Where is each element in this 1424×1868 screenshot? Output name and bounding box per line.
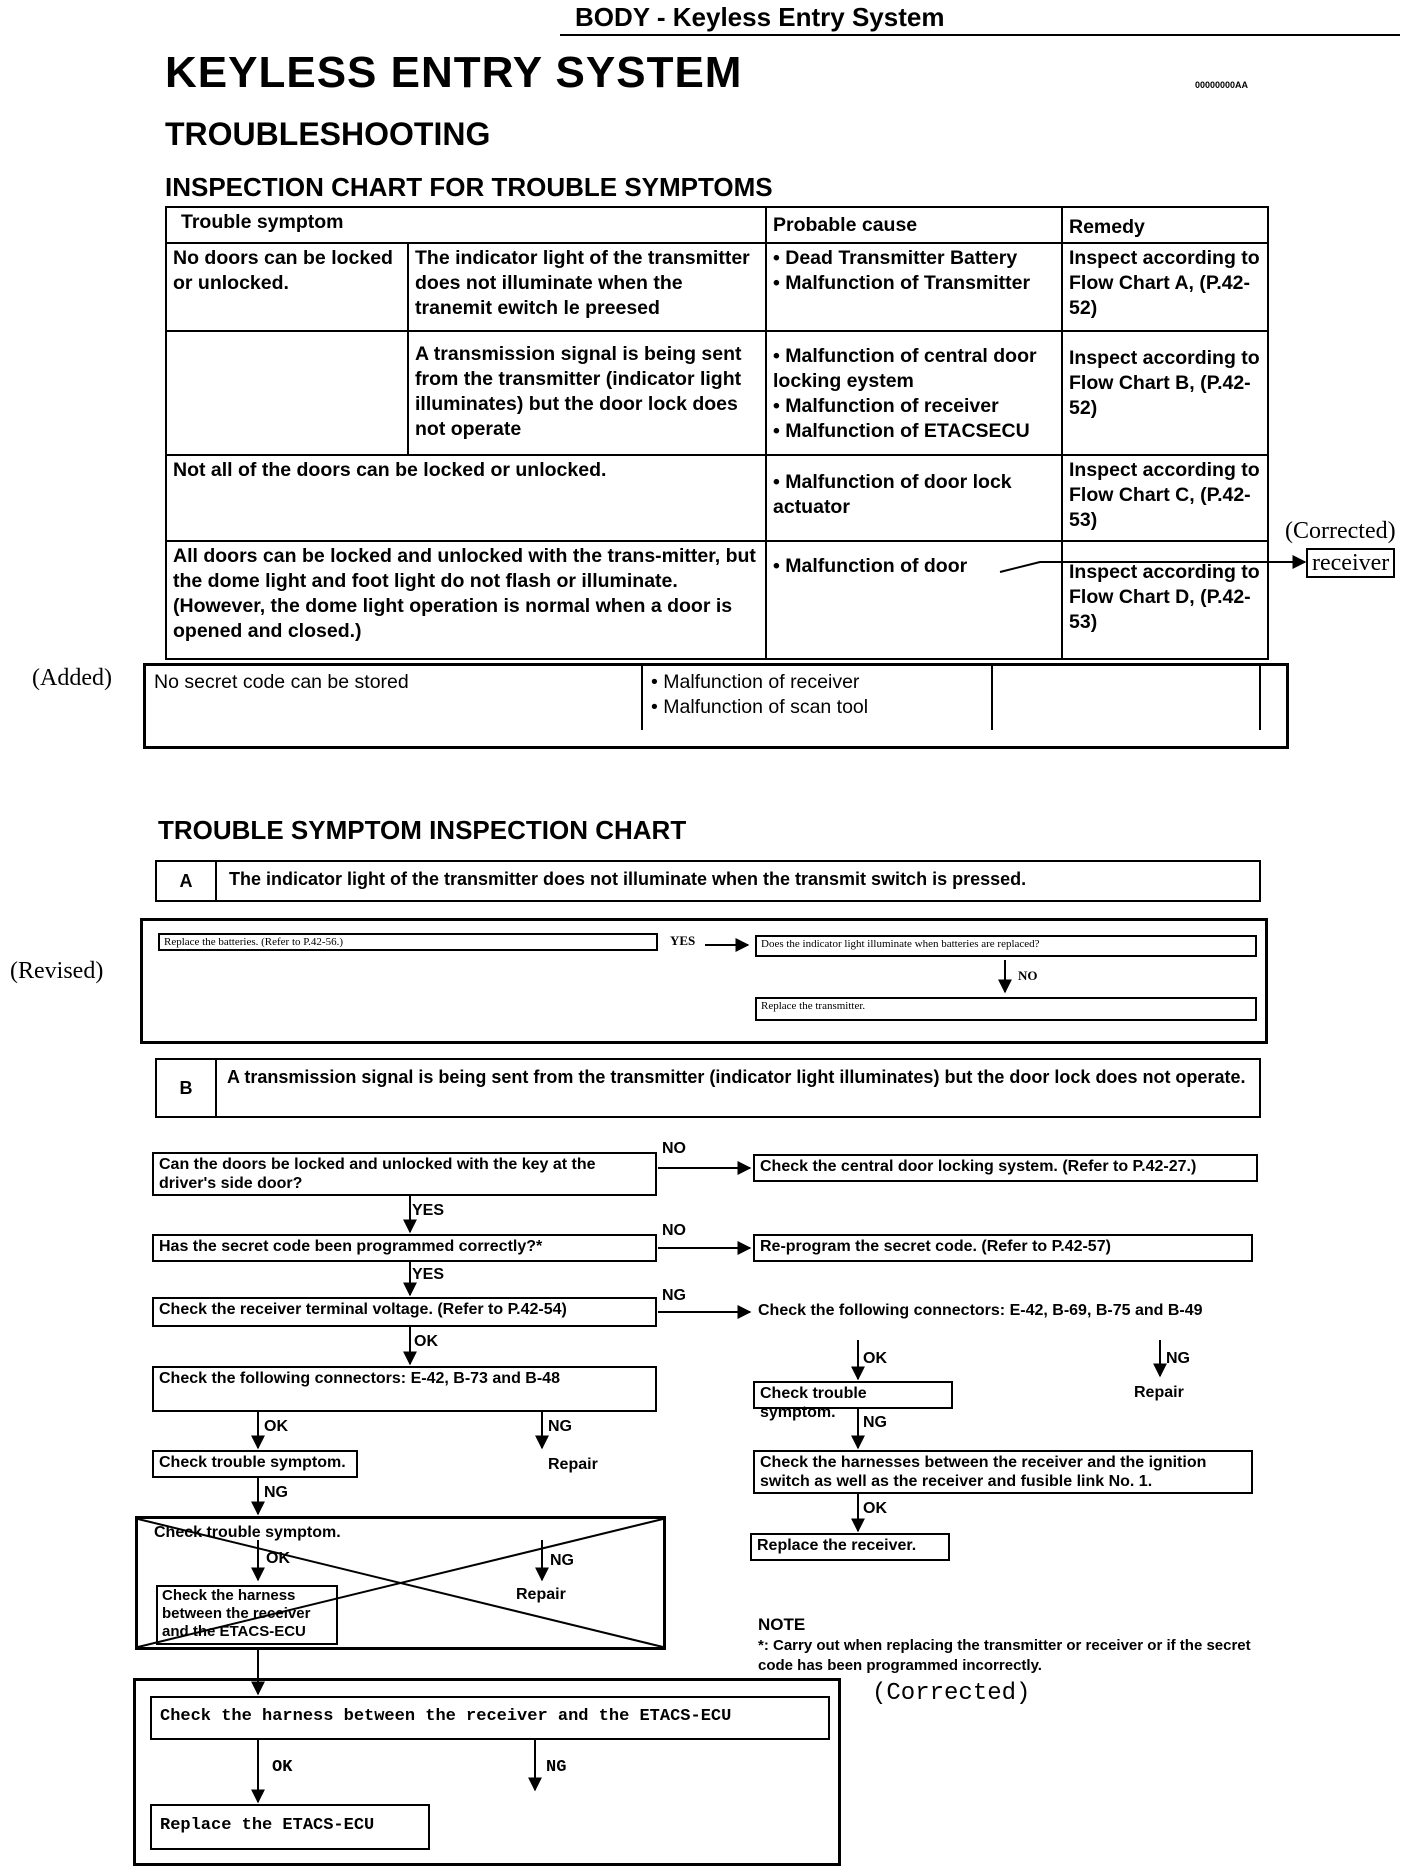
cause-item: • Malfunction of receiver bbox=[651, 671, 860, 693]
flow-b-ng-label: NG bbox=[863, 1414, 887, 1431]
flow-a-no-label: NO bbox=[1018, 968, 1038, 983]
flow-b-check-terminal-voltage: Check the receiver terminal voltage. (Refer to P.42-54) bbox=[152, 1297, 657, 1327]
chart1-heading: INSPECTION CHART FOR TROUBLE SYMPTOMS bbox=[165, 172, 773, 202]
flow-b-ok-label: OK bbox=[863, 1500, 887, 1517]
flow-b-check-connectors-right: Check the following connectors: E-42, B-69, B-75 and B-49 bbox=[753, 1300, 1255, 1340]
note-title: NOTE bbox=[758, 1615, 806, 1634]
cause-item: • Malfunction of door bbox=[773, 555, 968, 577]
flow-b-ng-label: NG bbox=[662, 1287, 686, 1304]
flow-b-check-connectors-left: Check the following connectors: E-42, B-73 and B-48 bbox=[152, 1366, 657, 1412]
flow-b-ok-label: OK bbox=[264, 1418, 288, 1435]
remedy-cell: Inspect according to Flow Chart A, (P.42-52) bbox=[1062, 243, 1268, 331]
flow-b-q-secret-code: Has the secret code been programmed correctly?* bbox=[152, 1234, 657, 1262]
flow-b-ok-label: OK bbox=[414, 1333, 438, 1350]
flow-a-step-replace-batteries: Replace the batteries. (Refer to P.42-56.) bbox=[158, 933, 658, 951]
flow-b-letter: B bbox=[157, 1060, 217, 1116]
note-text: *: Carry out when replacing the transmitter or receiver or if the secret code has been programmed incorrectly. bbox=[758, 1637, 1251, 1674]
corrected-note: (Corrected) bbox=[1285, 518, 1396, 544]
flow-a-title: The indicator light of the transmitter does not illuminate when the transmit switch is pressed. bbox=[229, 869, 1027, 889]
added-symptom: No secret code can be stored bbox=[146, 666, 643, 730]
remedy-cell: Inspect according to Flow Chart D, (P.42-53) bbox=[1062, 541, 1268, 659]
chart2-heading: TROUBLE SYMPTOM INSPECTION CHART bbox=[158, 815, 687, 845]
flow-b-crossed-check: Check trouble symptom. bbox=[154, 1524, 341, 1541]
revised-note: (Revised) bbox=[10, 958, 104, 984]
cause-item: • Malfunction of receiver bbox=[773, 395, 999, 417]
cause-item: • Malfunction of Transmitter bbox=[773, 272, 1031, 294]
flow-a-yes-label: YES bbox=[670, 933, 696, 948]
flow-b-check-symptom-left: Check trouble symptom. bbox=[152, 1450, 358, 1478]
flow-b-yes-label: YES bbox=[412, 1202, 445, 1219]
flow-b-crossed-repair: Repair bbox=[516, 1586, 566, 1603]
flow-b-crossed-ng: NG bbox=[550, 1552, 574, 1569]
flow-b-check-central-locking: Check the central door locking system. (Refer to P.42-27.) bbox=[753, 1154, 1258, 1182]
remedy-cell: Inspect according to Flow Chart B, (P.42-52) bbox=[1062, 331, 1268, 455]
added-note: (Added) bbox=[32, 665, 112, 691]
flow-b-replace-etacs: Replace the ETACS-ECU bbox=[150, 1804, 430, 1850]
flow-b-check-symptom-right: Check trouble symptom. bbox=[753, 1381, 953, 1409]
flow-b-ng-label: NG bbox=[264, 1484, 288, 1501]
column-header-remedy: Remedy bbox=[1062, 207, 1268, 243]
symptom-cell: Not all of the doors can be locked or unlocked. bbox=[166, 455, 766, 541]
flow-b-title: A transmission signal is being sent from the transmitter (indicator light illuminates) but the door lock does not operate. bbox=[227, 1067, 1246, 1087]
flow-a-letter: A bbox=[157, 862, 217, 900]
cause-item: • Malfunction of door lock actuator bbox=[773, 471, 1012, 518]
symptom-detail-cell: A transmission signal is being sent from the transmitter (indicator light illuminates) but the door lock does not operate bbox=[408, 331, 766, 455]
corrected-label: (Corrected) bbox=[872, 1680, 1031, 1707]
section-header: BODY - Keyless Entry System bbox=[575, 2, 945, 32]
flow-b-no-label: NO bbox=[662, 1140, 686, 1157]
flow-b-check-harness-ignition: Check the harnesses between the receiver and the ignition switch as well as the receiver and fusible link No. 1. bbox=[753, 1450, 1253, 1494]
flow-b-corrected-ng: NG bbox=[546, 1758, 567, 1777]
flow-b-replace-receiver: Replace the receiver. bbox=[750, 1533, 950, 1561]
cause-item: • Malfunction of central door locking eystem bbox=[773, 345, 1037, 392]
corrected-word: receiver bbox=[1306, 548, 1395, 578]
section-subtitle: TROUBLESHOOTING bbox=[165, 116, 491, 152]
cause-item: • Malfunction of scan tool bbox=[651, 696, 869, 718]
cause-item: • Malfunction of ETACSECU bbox=[773, 420, 1030, 442]
flow-b-corrected-harness: Check the harness between the receiver and the ETACS-ECU bbox=[150, 1696, 830, 1740]
flow-b-ng-label: NG bbox=[548, 1418, 572, 1435]
flow-b-yes-label: YES bbox=[412, 1266, 445, 1283]
flow-b-corrected-ok: OK bbox=[272, 1758, 293, 1777]
flow-b-crossed-harness: Check the harness between the receiver and the ETACS-ECU bbox=[156, 1585, 338, 1645]
flow-b-ok-label: OK bbox=[863, 1350, 887, 1367]
symptom-cell: No doors can be locked or unlocked. bbox=[166, 243, 408, 331]
flow-b-crossed-ok: OK bbox=[266, 1550, 290, 1567]
flow-b-q-key-lock: Can the doors be locked and unlocked with the key at the driver's side door? bbox=[152, 1152, 657, 1196]
corrected-arrow bbox=[1000, 562, 1305, 572]
remedy-cell: Inspect according to Flow Chart C, (P.42-53) bbox=[1062, 455, 1268, 541]
flow-a-step-replace-transmitter: Replace the transmitter. bbox=[755, 997, 1257, 1021]
column-header-cause: Probable cause bbox=[766, 207, 1062, 243]
flow-b-ng-label: NG bbox=[1166, 1350, 1190, 1367]
flow-b-no-label: NO bbox=[662, 1222, 686, 1239]
flow-b-reprogram-code: Re-program the secret code. (Refer to P.42-57) bbox=[753, 1234, 1253, 1262]
flow-b-repair-label: Repair bbox=[548, 1456, 598, 1473]
symptom-detail-cell: The indicator light of the transmitter does not illuminate when the tranemit ewitch le preesed bbox=[408, 243, 766, 331]
cause-item: • Dead Transmitter Battery bbox=[773, 247, 1018, 269]
page-title: KEYLESS ENTRY SYSTEM bbox=[165, 48, 743, 97]
column-header-symptom: Trouble symptom bbox=[166, 207, 766, 243]
flow-a-step-indicator-check: Does the indicator light illuminate when batteries are replaced? bbox=[755, 935, 1257, 957]
flow-b-repair-label: Repair bbox=[1134, 1384, 1184, 1401]
page-stamp: 00000000AA bbox=[1195, 80, 1249, 90]
symptom-cell: All doors can be locked and unlocked with the trans-mitter, but the dome light and foot light do not flash or illuminate. (However, the dome light operation is normal when a door is opened and closed.) bbox=[166, 541, 766, 659]
